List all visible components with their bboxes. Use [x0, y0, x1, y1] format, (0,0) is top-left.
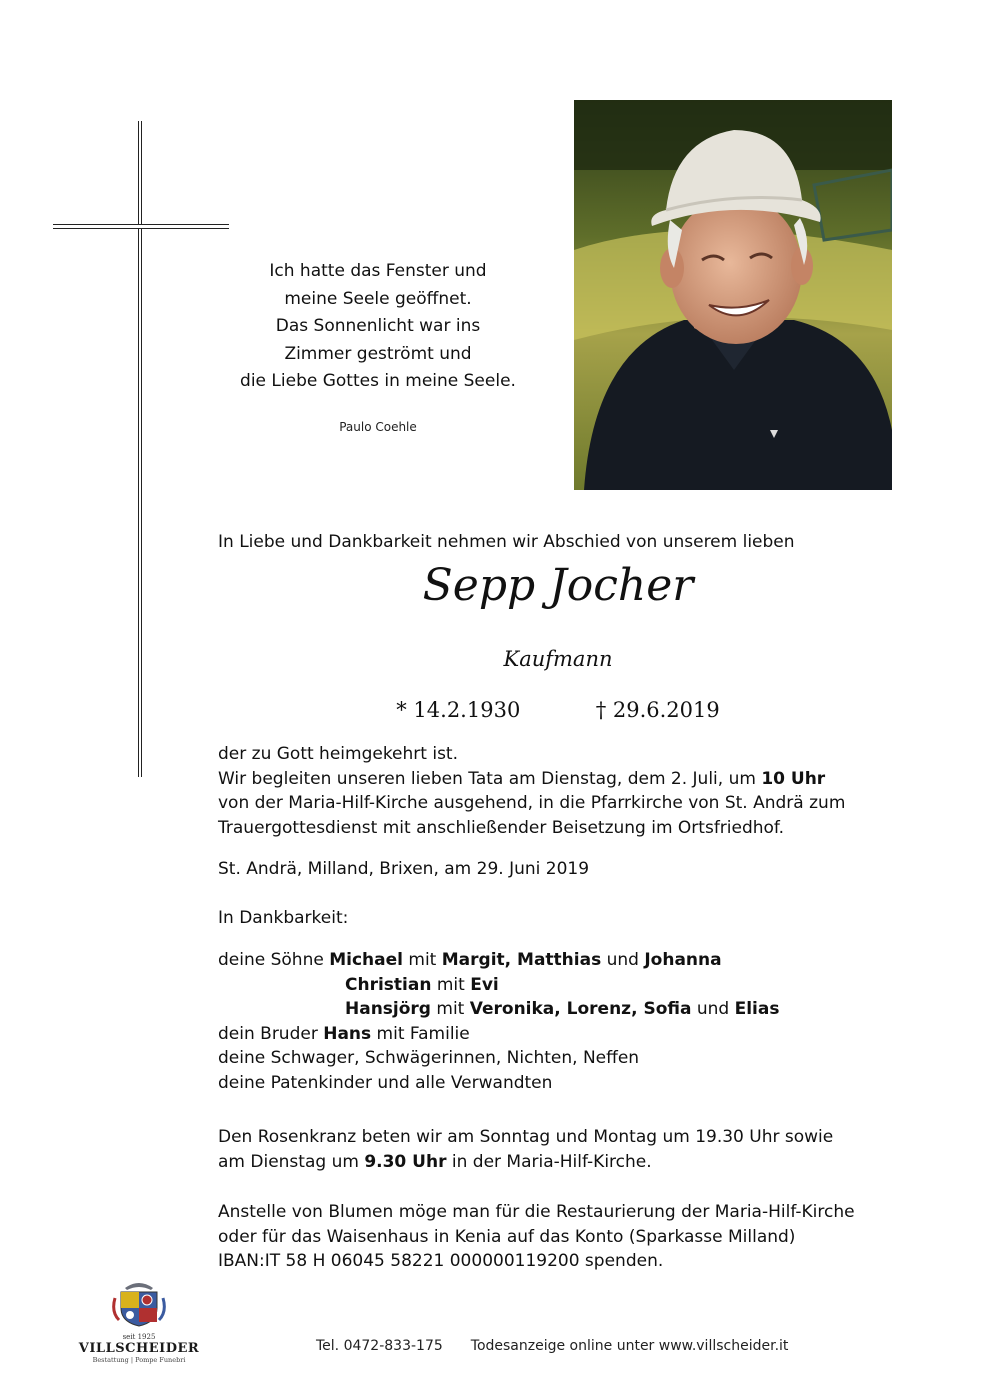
ceremony-time: 10 Uhr — [761, 768, 826, 789]
donation-line: oder für das Waisenhaus in Kenia auf das Konto (Sparkasse Milland) — [218, 1226, 796, 1247]
intro-text: In Liebe und Dankbarkeit nehmen wir Abschied von unserem lieben — [218, 532, 795, 552]
ceremony-line: von der Maria-Hilf-Kirche ausgehend, in die Pfarrkirche von St. Andrä zum — [218, 793, 846, 813]
quote-line: Ich hatte das Fenster und — [269, 261, 487, 281]
mourner-name: Evi — [470, 974, 499, 995]
mourner-line — [218, 973, 898, 998]
ceremony-line — [218, 767, 898, 792]
deceased-profession: Kaufmann — [503, 647, 613, 671]
birth-date: 14.2.1930 — [413, 698, 521, 722]
place-date: St. Andrä, Milland, Brixen, am 29. Juni 2019 — [218, 859, 590, 879]
logo-subtitle: Bestattung | Pompe Funebri — [92, 1356, 186, 1364]
rosary-text: am Dienstag um — [218, 1151, 365, 1172]
rosary-line: Den Rosenkranz beten wir am Sonntag und Montag um 19.30 Uhr sowie — [218, 1127, 834, 1147]
mourner-text: deine Söhne — [218, 950, 330, 970]
death-symbol: † — [595, 698, 607, 722]
rosary-text: in der Maria-Hilf-Kirche. — [446, 1151, 652, 1172]
mourner-line — [218, 1022, 898, 1047]
mourners-list — [218, 948, 898, 1095]
funeral-home-logo — [78, 1278, 200, 1364]
ceremony-line: der zu Gott heimgekehrt ist. — [218, 744, 459, 764]
gratitude-heading: In Dankbarkeit: — [218, 908, 349, 928]
deceased-name: Sepp Jocher — [422, 560, 694, 611]
mourner-text: mit — [402, 950, 442, 970]
mourner-name: Elias — [734, 999, 780, 1019]
mourner-text: mit — [431, 974, 471, 995]
quote-line: Das Sonnenlicht war ins — [275, 316, 481, 336]
rosary-time: 9.30 Uhr — [364, 1151, 447, 1172]
mourner-line: deine Schwager, Schwägerinnen, Nichten, Neffen — [218, 1048, 640, 1068]
logo-brand: VILLSCHEIDER — [78, 1341, 200, 1356]
mourner-name: Christian — [345, 974, 432, 995]
quote-line: meine Seele geöffnet. — [284, 288, 472, 309]
donation-line: Anstelle von Blumen möge man für die Restaurierung der Maria-Hilf-Kirche — [218, 1202, 855, 1222]
donation-block — [218, 1200, 898, 1274]
coat-of-arms-icon — [111, 1278, 167, 1328]
mourner-line: deine Patenkinder und alle Verwandten — [218, 1072, 553, 1093]
death-date: 29.6.2019 — [612, 698, 720, 722]
quote-line: die Liebe Gottes in meine Seele. — [240, 371, 516, 391]
quote-line: Zimmer geströmt und — [284, 343, 472, 364]
memorial-cross-horizontal — [53, 224, 229, 229]
footer-phone: Tel. 0472-833-175 — [316, 1338, 443, 1354]
ceremony-line: Trauergottesdienst mit anschließender Beisetzung im Ortsfriedhof. — [218, 817, 785, 838]
mourner-line — [218, 997, 898, 1022]
mourner-name: Hansjörg — [345, 999, 431, 1019]
life-dates — [218, 698, 898, 722]
mourner-name: Johanna — [644, 950, 722, 970]
quote-block — [228, 258, 528, 396]
mourner-name: Veronika, Lorenz, Sofia — [469, 999, 692, 1019]
mourner-name: Margit, Matthias — [441, 950, 602, 970]
mourner-text: und — [691, 999, 735, 1019]
mourner-text: dein Bruder — [218, 1023, 324, 1044]
birth-symbol: * — [396, 698, 407, 722]
mourner-text: und — [601, 950, 645, 970]
ceremony-block — [218, 742, 898, 840]
portrait-photo — [574, 100, 892, 490]
mourner-name: Hans — [323, 1023, 372, 1044]
mourner-name: Michael — [329, 950, 403, 970]
mourner-text: mit Familie — [371, 1023, 470, 1044]
memorial-cross-vertical — [138, 121, 142, 777]
quote-author: Paulo Coehle — [339, 420, 417, 434]
footer-contact — [316, 1338, 816, 1354]
ceremony-text: Wir begleiten unseren lieben Tata am Dienstag, dem 2. Juli, um — [218, 768, 762, 789]
footer-online-link[interactable]: Todesanzeige online unter www.villscheider.it — [470, 1338, 789, 1354]
logo-since: seit 1925 — [122, 1333, 156, 1341]
rosary-line — [218, 1150, 898, 1175]
mourner-line — [218, 948, 898, 973]
donation-line: IBAN:IT 58 H 06045 58221 000000119200 spenden. — [218, 1251, 664, 1271]
mourner-text: mit — [430, 999, 470, 1019]
rosary-block — [218, 1125, 898, 1174]
